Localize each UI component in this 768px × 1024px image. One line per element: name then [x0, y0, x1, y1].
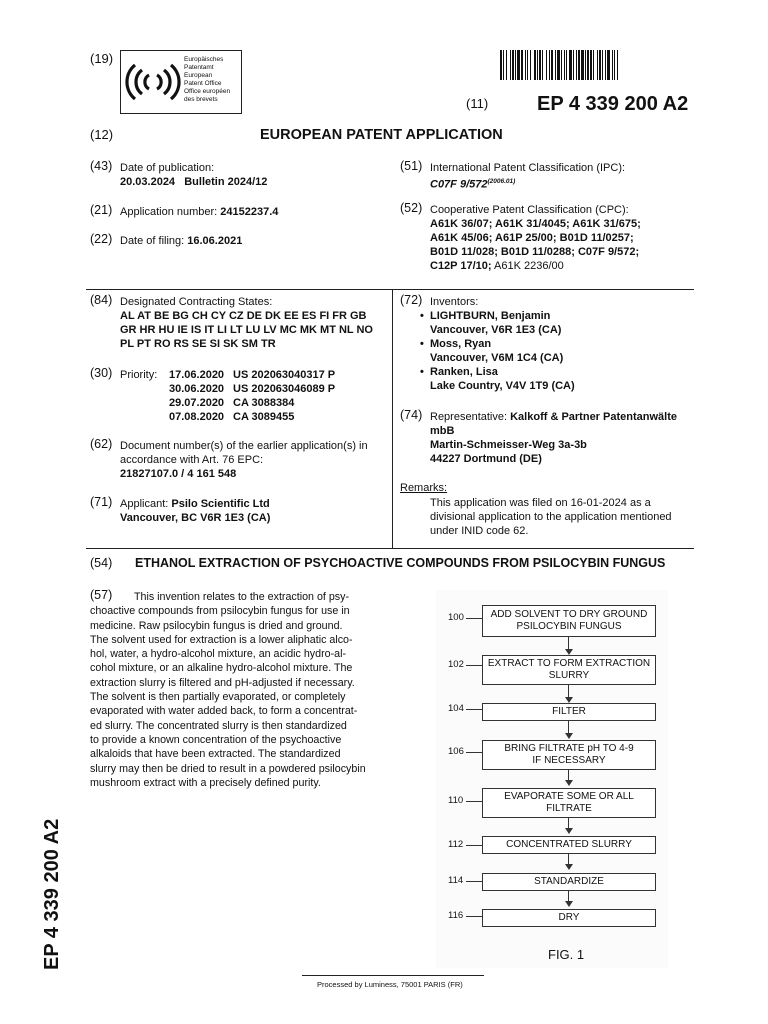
- states-list: AL AT BE BG CH CY CZ DE DK EE ES FI FR GB GR HR HU IE IS IT LI LT LU LV MC MK MT NL NO PL PT RO RS SE SI SK SM TR: [120, 310, 373, 350]
- rule-top: [86, 289, 694, 290]
- earlier-application: Document number(s) of the earlier application(s) in accordance with Art. 76 EPC: 21827107.0 / 4 161 548: [120, 440, 368, 480]
- code-57: (57): [90, 588, 113, 602]
- inventor-item: • LIGHTBURN, Benjamin: [420, 310, 551, 322]
- ipc-label: International Patent Classification (IPC):: [430, 162, 626, 174]
- invention-title: ETHANOL EXTRACTION OF PSYCHOACTIVE COMPOUNDS FROM PSILOCYBIN FUNGUS: [135, 556, 666, 570]
- representative: Representative: Kalkoff & Partner Patentanwälte mbB Martin-Schmeisser-Weg 3a-3b 44227 Dortmund (DE): [430, 411, 677, 465]
- figure-caption: FIG. 1: [548, 947, 585, 962]
- filing-date: Date of filing: 16.06.2021: [120, 235, 243, 247]
- code-22: (22): [90, 232, 113, 246]
- code-19: (19): [90, 51, 114, 66]
- step-number: 112: [448, 839, 464, 850]
- step-number: 104: [448, 703, 464, 714]
- step-number: 102: [448, 659, 464, 670]
- states-label: Designated Contracting States:: [120, 296, 273, 308]
- remarks-label: Remarks:: [400, 482, 448, 494]
- application-number: Application number: 24152237.4: [120, 206, 279, 218]
- code-71: (71): [90, 495, 113, 509]
- priority-list: 17.06.2020 US 202063040317 P 30.06.2020 US 202063046089 P 29.07.2020 CA 3088384 07.08.2020 CA 3089455: [169, 369, 336, 423]
- step-number: 110: [448, 795, 464, 806]
- document-type: EUROPEAN PATENT APPLICATION: [260, 127, 503, 143]
- arrow-down-icon: [565, 780, 573, 786]
- step-number: 100: [448, 612, 464, 623]
- rule-column: [392, 290, 393, 548]
- arrow-down-icon: [565, 828, 573, 834]
- publication-date-value: 20.03.2024 Bulletin 2024/12: [120, 176, 268, 188]
- inventor-item: • Moss, Ryan: [420, 338, 492, 350]
- step-number: 106: [448, 746, 464, 757]
- ipc-value: C07F $9/572^{(2006.01)}$: [430, 178, 516, 191]
- rule-bottom: [86, 548, 694, 549]
- code-12: (12): [90, 127, 114, 142]
- cpc-label: Cooperative Patent Classification (CPC):: [430, 204, 629, 216]
- step-leader: [466, 845, 482, 846]
- flow-step-evaporate: EVAPORATE SOME OR ALL FILTRATE: [482, 788, 656, 818]
- step-leader: [466, 881, 482, 882]
- epo-logo: [120, 50, 242, 114]
- step-leader: [466, 752, 482, 753]
- publication-number: EP 4 339 200 A2: [537, 93, 689, 115]
- flow-step-standardize: STANDARDIZE: [482, 873, 656, 891]
- epo-emblem-icon: [125, 53, 181, 111]
- code-51: (51): [400, 159, 423, 173]
- code-52: (52): [400, 201, 423, 215]
- flow-step-filter: FILTER: [482, 703, 656, 721]
- flow-step-extract: EXTRACT TO FORM EXTRACTION SLURRY: [482, 655, 656, 685]
- footer-rule: [302, 975, 484, 976]
- flow-step-concentrated-slurry: CONCENTRATED SLURRY: [482, 836, 656, 854]
- arrow-down-icon: [565, 733, 573, 739]
- code-84: (84): [90, 293, 113, 307]
- remarks-text: This application was filed on 16-01-2024 as a divisional application to the application mentioned under INID code 62.: [430, 497, 672, 537]
- code-72: (72): [400, 293, 423, 307]
- step-leader: [466, 916, 482, 917]
- code-30: (30): [90, 366, 113, 380]
- step-leader: [466, 801, 482, 802]
- cpc-values: A61K 36/07; A61K 31/4045; A61K 31/675; A61K 45/06; A61P 25/00; B01D 11/0257; B01D 11/028; B01D 11/0288; C07F 9/572; C12P 17/10; A61K 2236/00: [430, 218, 641, 272]
- inventors-list: • LIGHTBURN, Benjamin Vancouver, V6R 1E3 (CA) • Moss, Ryan Vancouver, V6M 1C4 (CA) • Ranken, Lisa Lake Country, V4V 1T9 (CA): [420, 310, 575, 392]
- footer-text: Processed by Luminess, 75001 PARIS (FR): [317, 980, 463, 989]
- office-names: Europäisches Patentamt European Patent Office Office européen des brevets: [184, 56, 231, 103]
- step-leader: [466, 665, 482, 666]
- arrow-down-icon: [565, 864, 573, 870]
- flow-step-dry: DRY: [482, 909, 656, 927]
- barcode: [500, 50, 696, 80]
- inventor-item: • Ranken, Lisa: [420, 366, 498, 378]
- abstract-text: This invention relates to the extraction of psy- choactive compounds from psilocybin fungus for use in medicine. Raw psilocybin fungus is dried and ground. The solvent used for extraction is a lower aliphatic alco- hol, water, a hydro-alcohol mixture, an acidic hydro-al- cohol mixture, or an alkaline hydro-alcohol mixture. The extraction slurry is filtered and pH-adjusted if necessary. The solvent is then partially evaporated, or completely evaporated with water added back, to form a concentrat- ed slurry. The concentrated slurry is then standardized to provide a known concentration of the psychoactive alkaloids that have been extracted. The standardized slurry may then be dried to result in a powdered psilocybin mushroom extract with a precisely defined purity.: [90, 591, 366, 789]
- applicant: Applicant: Psilo Scientific Ltd Vancouver, BC V6R 1E3 (CA): [120, 498, 271, 524]
- side-publication-number: EP 4 339 200 A2: [41, 818, 63, 970]
- code-62: (62): [90, 437, 113, 451]
- step-number: 114: [448, 875, 464, 886]
- flow-step-add-solvent: ADD SOLVENT TO DRY GROUND PSILOCYBIN FUNGUS: [482, 605, 656, 637]
- inventors-label: Inventors:: [430, 296, 479, 308]
- step-leader: [466, 618, 482, 619]
- arrow-down-icon: [565, 901, 573, 907]
- code-74: (74): [400, 408, 423, 422]
- code-54: (54): [90, 556, 113, 570]
- code-21: (21): [90, 203, 113, 217]
- step-number: 116: [448, 910, 464, 921]
- barcode-bar: [618, 50, 619, 80]
- step-leader: [466, 709, 482, 710]
- priority-label: Priority:: [120, 369, 158, 381]
- publication-date-label: Date of publication:: [120, 162, 215, 174]
- flow-step-adjust-ph: BRING FILTRATE pH TO 4-9 IF NECESSARY: [482, 740, 656, 770]
- code-43: (43): [90, 159, 113, 173]
- code-11: (11): [466, 96, 489, 111]
